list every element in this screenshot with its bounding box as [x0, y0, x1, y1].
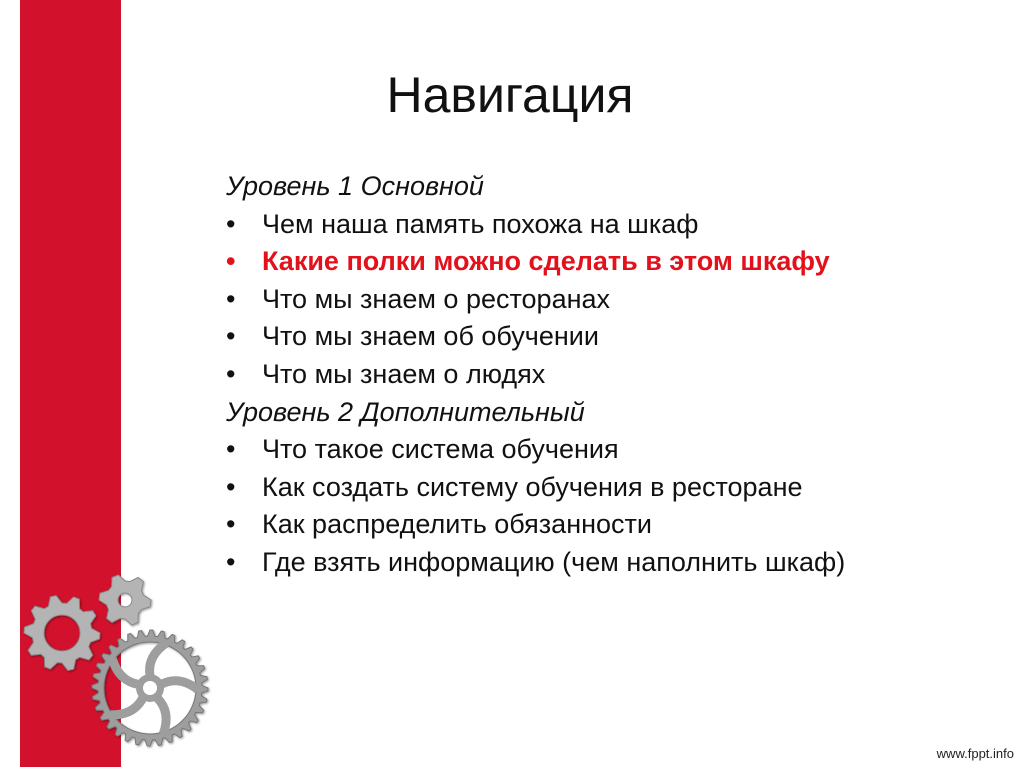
bullet-icon: • — [226, 509, 236, 540]
list-item — [226, 544, 845, 582]
list-item-text: Что мы знаем об обучении — [262, 321, 599, 352]
list-item-text: Как распределить обязанности — [262, 509, 652, 540]
gear-spoke — [157, 698, 166, 734]
list-item-text: Что такое система обучения — [262, 434, 619, 465]
section-heading: Уровень 2 Дополнительный — [226, 396, 585, 427]
list-item — [226, 506, 845, 544]
list-item-highlighted — [226, 243, 845, 281]
list-item-text: Что мы знаем о ресторанах — [262, 283, 611, 314]
bullet-icon: • — [226, 434, 236, 465]
list-item-text: Какие полки можно сделать в этом шкафу — [262, 246, 830, 277]
slide-content — [226, 168, 845, 582]
gear-spoke — [112, 658, 138, 684]
list-item — [226, 281, 845, 319]
bullet-icon: • — [226, 283, 236, 314]
gears-icon — [0, 560, 240, 767]
bullet-icon: • — [226, 321, 236, 352]
list-item — [226, 206, 845, 244]
list-item-text: Как создать систему обучения в ресторане — [262, 471, 803, 502]
gear-spoke — [161, 681, 198, 690]
list-item-text: Где взять информацию (чем наполнить шкаф) — [262, 546, 846, 577]
bullet-icon: • — [226, 246, 236, 277]
list-item — [226, 469, 845, 507]
list-item-text: Чем наша память похожа на шкаф — [262, 208, 699, 239]
list-item-text: Что мы знаем о людях — [262, 358, 546, 389]
slide-title: Навигация — [386, 67, 634, 123]
list-item — [226, 356, 845, 394]
gear-spoke — [110, 698, 143, 715]
bullet-icon: • — [226, 546, 236, 577]
gear-spoke — [150, 643, 167, 676]
list-item — [226, 431, 845, 469]
footer-url: www.fppt.info — [936, 746, 1014, 761]
section-heading: Уровень 1 Основной — [226, 171, 484, 201]
bullet-icon: • — [226, 208, 236, 239]
bullet-icon: • — [226, 358, 236, 389]
list-item — [226, 318, 845, 356]
gear-hub-hole — [143, 681, 157, 695]
bullet-icon: • — [226, 471, 236, 502]
